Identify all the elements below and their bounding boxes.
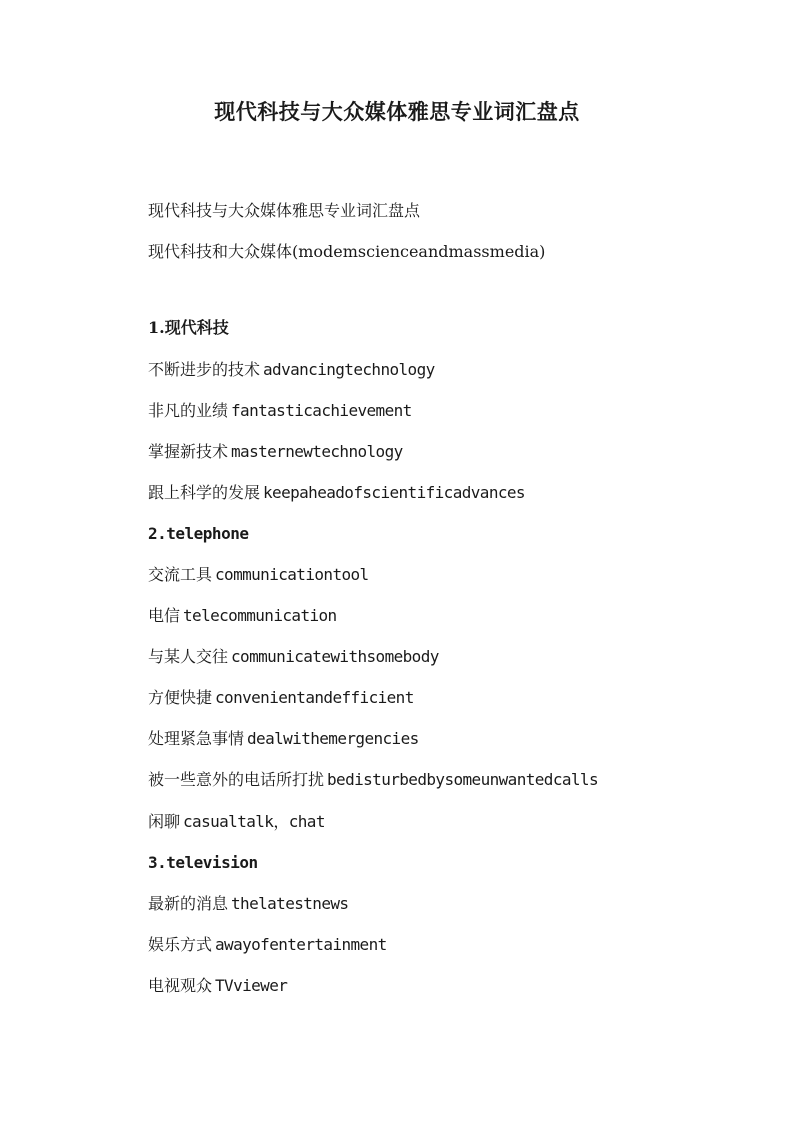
vocab-item [148, 974, 287, 998]
vocab-item [148, 686, 414, 710]
section-heading-1: 1.现代科技 [148, 318, 229, 337]
vocab-item [148, 399, 412, 423]
vocab-english: convenientandefficient [215, 688, 414, 707]
vocab-item [148, 440, 403, 464]
vocab-chinese: 电信 [148, 606, 181, 625]
vocab-chinese: 掌握新技术 [148, 442, 229, 461]
vocab-chinese: 最新的消息 [148, 894, 229, 913]
vocab-english: dealwithemergencies [247, 729, 419, 748]
vocab-english: keepaheadofscientificadvances [263, 483, 525, 502]
vocab-chinese: 与某人交往 [148, 647, 229, 666]
vocab-english: communicatewithsomebody [231, 647, 439, 666]
vocab-item [148, 481, 525, 505]
vocab-item [148, 604, 337, 628]
intro-line-1: 现代科技与大众媒体雅思专业词汇盘点 [148, 201, 421, 220]
vocab-english: TVviewer [215, 976, 288, 995]
vocab-item [148, 645, 439, 669]
vocab-chinese: 跟上科学的发展 [148, 483, 261, 502]
vocab-chinese: 处理紧急事情 [148, 729, 245, 748]
vocab-item [148, 810, 325, 834]
vocab-item [148, 768, 598, 792]
vocab-chinese: 电视观众 [148, 976, 213, 995]
section-heading-3: 3.television [148, 853, 258, 872]
vocab-chinese: 非凡的业绩 [148, 401, 229, 420]
vocab-item [148, 892, 348, 916]
vocab-chinese: 闲聊 [148, 812, 181, 831]
vocab-english: awayofentertainment [215, 935, 387, 954]
vocab-chinese: 不断进步的技术 [148, 360, 261, 379]
page-title: 现代科技与大众媒体雅思专业词汇盘点 [214, 99, 580, 124]
vocab-chinese: 被一些意外的电话所打扰 [148, 770, 325, 789]
vocab-english: bedisturbedbysomeunwantedcalls [327, 770, 599, 789]
vocab-item [148, 727, 419, 751]
vocab-english: fantasticachievement [231, 401, 412, 420]
vocab-english: telecommunication [183, 606, 337, 625]
vocab-english: masternewtechnology [231, 442, 403, 461]
vocab-english: communicationtool [215, 565, 369, 584]
vocab-english: casualtalk，chat [183, 812, 325, 831]
vocab-english: advancingtechnology [263, 360, 435, 379]
vocab-chinese: 娱乐方式 [148, 935, 213, 954]
vocab-item [148, 933, 387, 957]
vocab-chinese: 交流工具 [148, 565, 213, 584]
vocab-item [148, 563, 369, 587]
vocab-item [148, 358, 435, 382]
section-heading-2: 2.telephone [148, 524, 249, 543]
vocab-chinese: 方便快捷 [148, 688, 213, 707]
vocab-english: thelatestnews [231, 894, 349, 913]
intro-line-2: 现代科技和大众媒体(modemscienceandmassmedia) [148, 242, 546, 261]
